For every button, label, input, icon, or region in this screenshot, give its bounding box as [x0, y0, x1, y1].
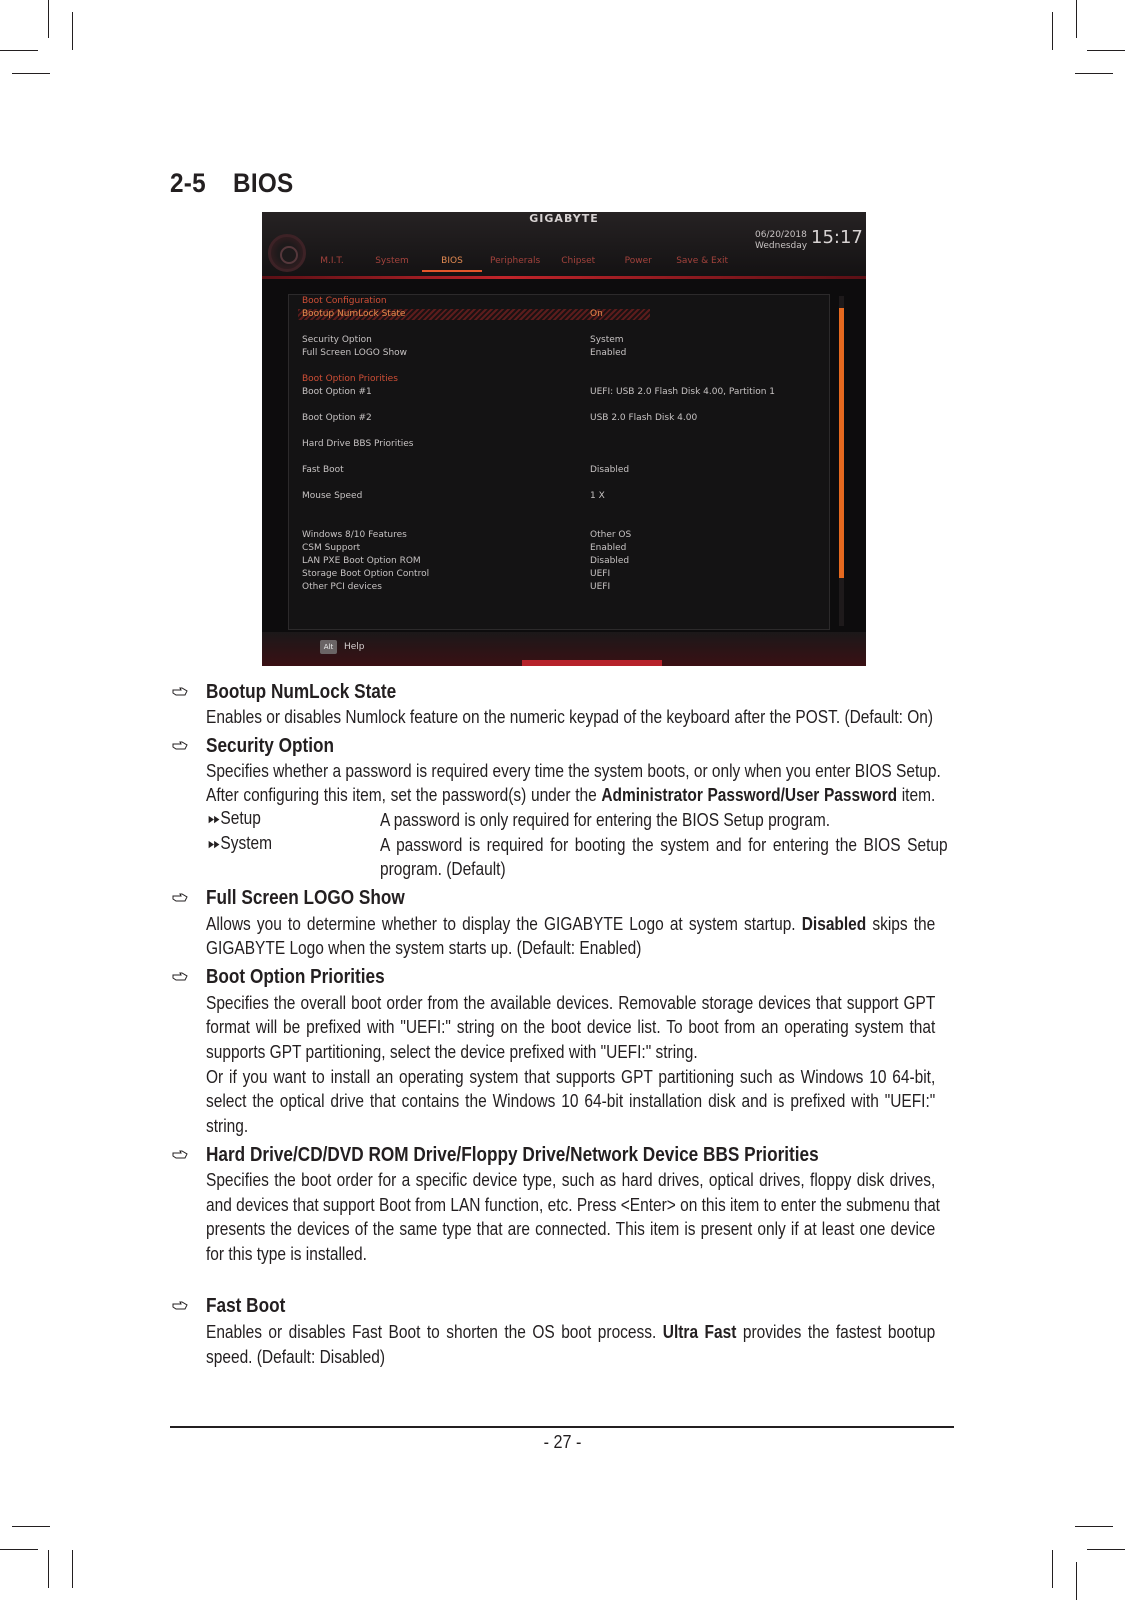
bios-footer-accent — [522, 660, 662, 666]
bios-row-windows[interactable]: Windows 8/10 Features — [302, 530, 407, 540]
bios-value-boot2[interactable]: USB 2.0 Flash Disk 4.00 — [590, 413, 698, 423]
bios-row-bbs[interactable]: Hard Drive BBS Priorities — [302, 439, 414, 449]
pointing-hand-icon — [172, 1301, 188, 1311]
item-text: After configuring this item, set the password(s) under the Administrator Password/User Password item. — [206, 785, 936, 805]
crop-mark — [0, 1549, 38, 1550]
bios-date-value: 06/20/2018 — [755, 230, 807, 240]
pointing-hand-icon — [172, 893, 188, 903]
item-title: Security Option — [206, 735, 335, 757]
item-text: Specifies whether a password is required every time the system boots, or only when you enter BIOS Setup. — [206, 761, 941, 781]
item-text: speed. (Default: Disabled) — [206, 1347, 385, 1367]
crop-mark — [1076, 1562, 1077, 1600]
bios-divider — [262, 276, 866, 279]
help-button[interactable]: Help — [344, 642, 365, 652]
bios-value-mouse[interactable]: 1 X — [590, 491, 605, 501]
item-title: Boot Option Priorities — [206, 966, 385, 988]
item-text: Allows you to determine whether to display the GIGABYTE Logo at system startup. Disabled skips the — [206, 914, 936, 934]
pointing-hand-icon — [172, 972, 188, 982]
crop-mark — [1075, 73, 1113, 74]
bios-tab-bar — [302, 256, 736, 272]
bios-value-csm[interactable]: Enabled — [590, 543, 627, 553]
option-description: A password is only required for entering the BIOS Setup program. — [380, 810, 831, 830]
bios-row-numlock[interactable]: Bootup NumLock State — [302, 309, 406, 319]
tab-power[interactable]: Power — [624, 256, 652, 266]
crop-mark — [12, 1526, 50, 1527]
item-title: Bootup NumLock State — [206, 681, 397, 703]
bios-row-fastboot[interactable]: Fast Boot — [302, 465, 344, 475]
bios-value-pci[interactable]: UEFI — [590, 582, 611, 592]
bios-value-windows[interactable]: Other OS — [590, 530, 632, 540]
bios-row-security[interactable]: Security Option — [302, 335, 372, 345]
bios-value-logo[interactable]: Enabled — [590, 348, 627, 358]
crop-mark — [0, 50, 38, 51]
item-text: supports GPT partitioning, select the device prefixed with "UEFI:" string. — [206, 1042, 698, 1062]
crop-mark — [12, 73, 50, 74]
item-text: format will be prefixed with "UEFI:" string on the boot device list. To boot from an operating system that — [206, 1017, 936, 1037]
item-text: Or if you want to install an operating system that supports GPT partitioning such as Windows 10 64-bit, — [206, 1067, 936, 1087]
pointing-hand-icon — [172, 741, 188, 751]
item-text: Specifies the boot order for a specific device type, such as hard drives, optical drives, floppy disk drives, — [206, 1170, 936, 1190]
bios-clock: 15:17 — [811, 227, 863, 248]
item-text: for this type is installed. — [206, 1244, 367, 1264]
option-label: ⏩︎Setup — [208, 808, 261, 828]
crop-mark — [48, 1550, 49, 1588]
pointing-hand-icon — [172, 1150, 188, 1160]
bios-value-numlock[interactable]: On — [590, 309, 603, 319]
bios-row-pci[interactable]: Other PCI devices — [302, 582, 382, 592]
bios-row-logo[interactable]: Full Screen LOGO Show — [302, 348, 408, 358]
tab-chipset[interactable]: Chipset — [561, 256, 596, 266]
bios-group-heading: Boot Configuration — [302, 296, 387, 306]
item-title: Hard Drive/CD/DVD ROM Drive/Floppy Drive/Network Device BBS Priorities — [206, 1144, 819, 1166]
bios-date — [755, 230, 807, 252]
bios-value-boot1[interactable]: UEFI: USB 2.0 Flash Disk 4.00, Partition 1 — [590, 387, 776, 397]
bios-group-heading: Boot Option Priorities — [302, 374, 398, 384]
crop-mark — [1052, 1550, 1053, 1588]
item-title: Full Screen LOGO Show — [206, 887, 405, 909]
crop-mark — [1087, 50, 1125, 51]
item-text: Enables or disables Fast Boot to shorten the OS boot process. Ultra Fast provides the fastest bootup — [206, 1322, 936, 1342]
bios-value-security[interactable]: System — [590, 335, 624, 345]
crop-mark — [72, 12, 73, 50]
bios-screenshot — [262, 212, 866, 666]
bios-row-lanpxe[interactable]: LAN PXE Boot Option ROM — [302, 556, 421, 566]
page-number: - 27 - — [543, 1432, 582, 1452]
item-text: and devices that support Boot from LAN function, etc. Press <Enter> on this item to enter the submenu that — [206, 1195, 940, 1215]
item-text: GIGABYTE Logo when the system starts up. (Default: Enabled) — [206, 938, 642, 958]
bios-brand: GIGABYTE — [529, 212, 599, 225]
bios-row-storage[interactable]: Storage Boot Option Control — [302, 569, 430, 579]
item-text: select the optical drive that contains the Windows 10 64-bit installation disk and is prefixed with "UEFI:" — [206, 1091, 936, 1111]
gear-icon — [268, 234, 306, 272]
item-title: Fast Boot — [206, 1295, 286, 1317]
crop-mark — [1052, 12, 1053, 50]
pointing-hand-icon — [172, 687, 188, 697]
crop-mark — [48, 0, 49, 38]
tab-peripherals[interactable]: Peripherals — [490, 256, 541, 266]
section-number: 2-5 — [170, 168, 206, 198]
crop-mark — [72, 1550, 73, 1588]
bios-row-mouse[interactable]: Mouse Speed — [302, 491, 363, 501]
bios-row-boot2[interactable]: Boot Option #2 — [302, 413, 372, 423]
section-heading: BIOS — [233, 168, 294, 198]
option-description: A password is required for booting the system and for entering the BIOS Setup — [380, 835, 948, 855]
item-text: string. — [206, 1116, 249, 1136]
tab-mit[interactable]: M.I.T. — [320, 256, 344, 266]
bios-value-fastboot[interactable]: Disabled — [590, 465, 630, 475]
double-arrow-icon: ⏩︎ — [208, 833, 221, 853]
footer-rule — [170, 1426, 954, 1428]
bios-value-lanpxe[interactable]: Disabled — [590, 556, 630, 566]
bios-scrollbar[interactable] — [839, 296, 844, 626]
item-text: Specifies the overall boot order from the available devices. Removable storage devices that support GPT — [206, 993, 936, 1013]
tab-save-exit[interactable]: Save & Exit — [676, 256, 729, 266]
bios-row-csm[interactable]: CSM Support — [302, 543, 361, 553]
tab-system[interactable]: System — [375, 256, 409, 266]
scrollbar-thumb[interactable] — [839, 308, 844, 578]
option-label: ⏩︎System — [208, 833, 273, 853]
bios-row-boot1[interactable]: Boot Option #1 — [302, 387, 372, 397]
item-text: Enables or disables Numlock feature on the numeric keypad of the keyboard after the POST. (Default: On) — [206, 707, 934, 727]
bios-footer — [262, 632, 866, 666]
crop-mark — [1075, 1526, 1113, 1527]
bios-day-value: Wednesday — [755, 241, 808, 251]
tab-bios[interactable]: BIOS — [422, 256, 482, 272]
alt-key-icon: Alt — [320, 640, 337, 654]
crop-mark — [1087, 1549, 1125, 1550]
option-description: program. (Default) — [380, 859, 506, 879]
crop-mark — [1076, 0, 1077, 38]
double-arrow-icon: ⏩︎ — [208, 808, 221, 828]
bios-value-storage[interactable]: UEFI — [590, 569, 611, 579]
item-text: presents the devices of the same type that are connected. This item is present only if at least one device — [206, 1219, 936, 1239]
section-title — [170, 168, 293, 199]
